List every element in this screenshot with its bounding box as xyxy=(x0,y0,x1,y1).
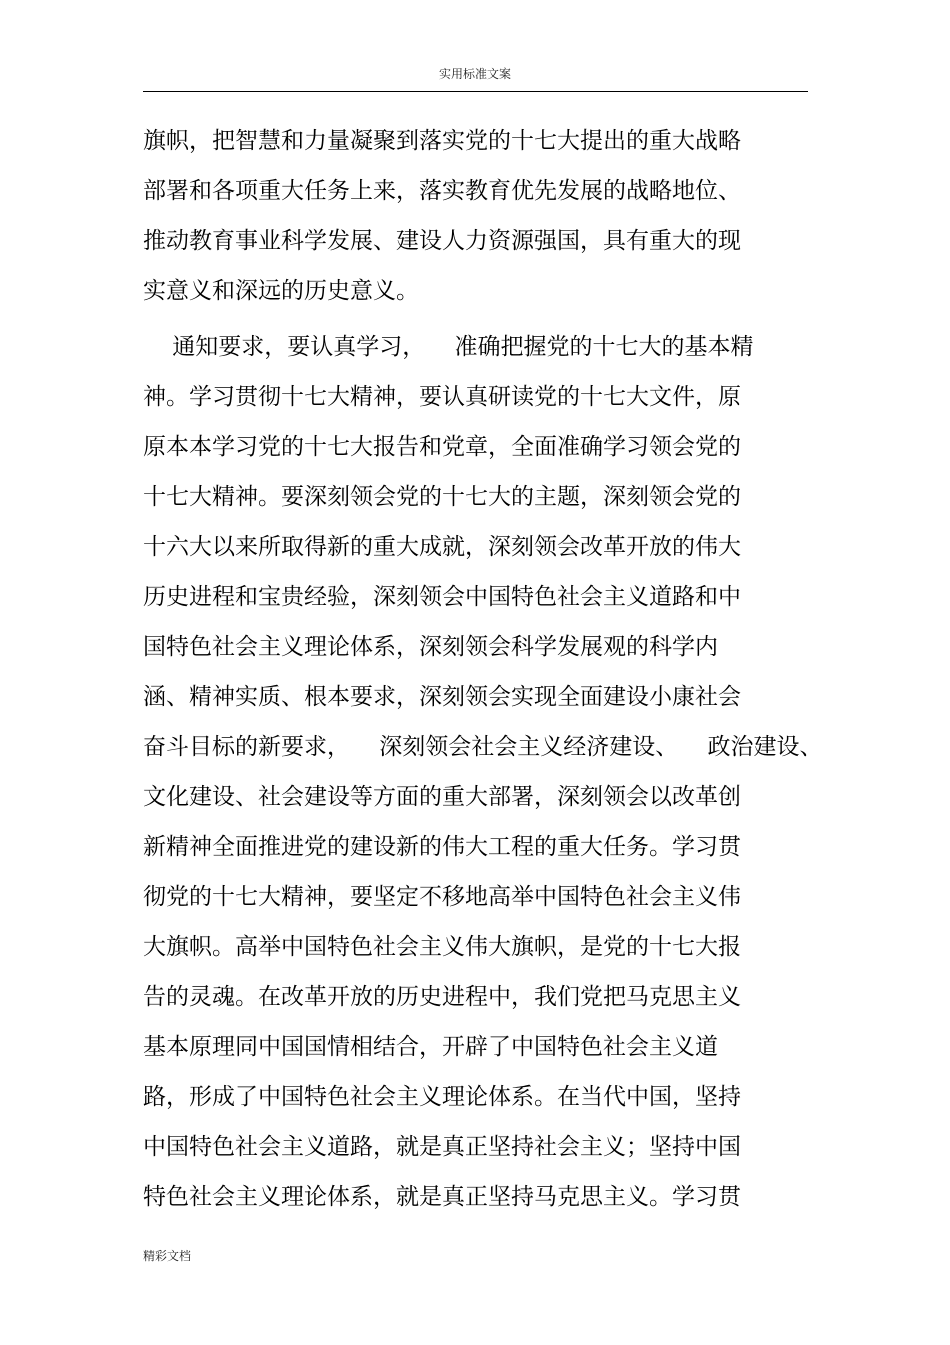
body-line: 历史进程和宝贵经验，深刻领会中国特色社会主义道路和中 xyxy=(143,584,741,610)
header-divider xyxy=(143,91,808,92)
body-line: 神。学习贯彻十七大精神，要认真研读党的十七大文件，原 xyxy=(143,384,741,410)
page-header: 实用标准文案 xyxy=(438,67,511,81)
body-line: 特色社会主义理论体系，就是真正坚持马克思主义。学习贯 xyxy=(143,1184,741,1210)
body-line: 文化建设、社会建设等方面的重大部署，深刻领会以改革创 xyxy=(143,784,741,810)
body-line: 路，形成了中国特色社会主义理论体系。在当代中国，坚持 xyxy=(143,1084,741,1110)
document-body xyxy=(143,121,843,1227)
body-line: 奋斗目标的新要求， 深刻领会社会主义经济建设、 政治建设、 xyxy=(143,734,823,760)
body-line: 大旗帜。高举中国特色社会主义伟大旗帜，是党的十七大报 xyxy=(143,934,741,960)
body-line: 实意义和深远的历史意义。 xyxy=(143,278,419,304)
body-line: 推动教育事业科学发展、建设人力资源强国，具有重大的现 xyxy=(143,228,741,254)
body-line: 新精神全面推进党的建设新的伟大工程的重大任务。学习贯 xyxy=(143,834,741,860)
body-line: 十六大以来所取得新的重大成就，深刻领会改革开放的伟大 xyxy=(143,534,741,560)
page-footer: 精彩文档 xyxy=(143,1249,192,1263)
body-line: 通知要求，要认真学习， 准确把握党的十七大的基本精 xyxy=(143,334,754,360)
body-line: 十七大精神。要深刻领会党的十七大的主题，深刻领会党的 xyxy=(143,484,741,510)
body-line: 告的灵魂。在改革开放的历史进程中，我们党把马克思主义 xyxy=(143,984,741,1010)
body-line: 旗帜，把智慧和力量凝聚到落实党的十七大提出的重大战略 xyxy=(143,128,741,154)
body-line: 国特色社会主义理论体系，深刻领会科学发展观的科学内 xyxy=(143,634,718,660)
body-line: 彻党的十七大精神，要坚定不移地高举中国特色社会主义伟 xyxy=(143,884,741,910)
body-line: 原本本学习党的十七大报告和党章，全面准确学习领会党的 xyxy=(143,434,741,460)
body-line: 涵、精神实质、根本要求，深刻领会实现全面建设小康社会 xyxy=(143,684,741,710)
body-line: 部署和各项重大任务上来，落实教育优先发展的战略地位、 xyxy=(143,178,741,204)
body-line: 中国特色社会主义道路，就是真正坚持社会主义；坚持中国 xyxy=(143,1134,741,1160)
body-line: 基本原理同中国国情相结合，开辟了中国特色社会主义道 xyxy=(143,1034,718,1060)
